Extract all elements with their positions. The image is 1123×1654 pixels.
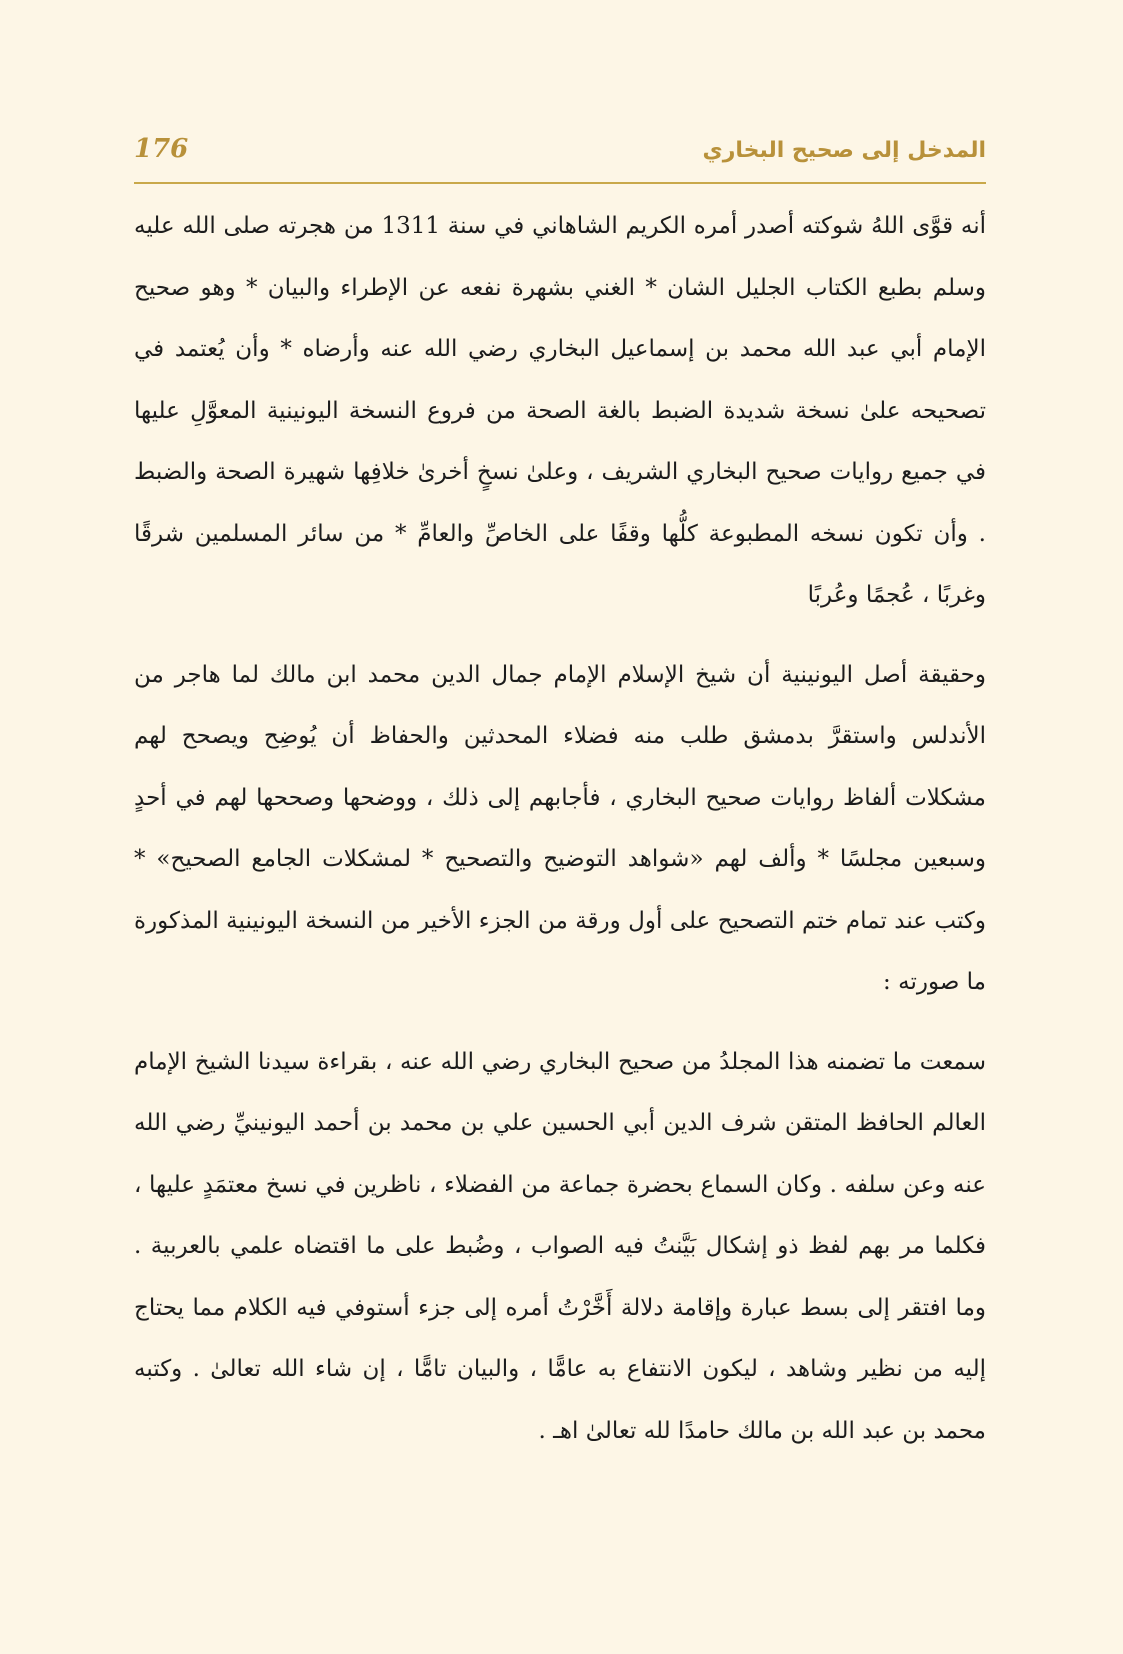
page-number: 176 (134, 134, 189, 164)
running-header (134, 126, 986, 184)
paragraph-3: سمعت ما تضمنه هذا المجلدُ من صحيح البخاري رضي الله عنه ، بقراءة سيدنا الشيخ الإمام العالم الحافظ المتقن شرف الدين أبي الحسين علي بن محمد بن أحمد اليونينيِّ رضي الله عنه وعن سلفه . وكان السماع بحضرة جماعة من الفضلاء ، ناظرين في نسخ معتمَدٍ عليها ، فكلما مر بهم لفظ ذو إشكال بَيَّنتُ فيه الصواب ، وضُبط على ما اقتضاه علمي بالعربية . وما افتقر إلى بسط عبارة وإقامة دلالة أَخَّرْتُ أمره إلى جزء أستوفي فيه الكلام مما يحتاج إليه من نظير وشاهد ، ليكون الانتفاع به عامًّا ، والبيان تامًّا ، إن شاء الله تعالىٰ . وكتبه محمد بن عبد الله بن مالك حامدًا لله تعالىٰ اهـ . (134, 1048, 986, 1444)
paragraph-2: وحقيقة أصل اليونينية أن شيخ الإسلام الإمام جمال الدين محمد ابن مالك لما هاجر من الأندلس واستقرَّ بدمشق طلب منه فضلاء المحدثين والحفاظ أن يُوضِح ويصحح لهم مشكلات ألفاظ روايات صحيح البخاري ، فأجابهم إلى ذلك ، ووضحها وصححها لهم في أحدٍ وسبعين مجلسًا * وألف لهم «شواهد التوضيح والتصحيح * لمشكلات الجامع الصحيح» * وكتب عند تمام ختم التصحيح على أول ورقة من الجزء الأخير من النسخة اليونينية المذكورة ما صورته : (134, 661, 986, 995)
paragraph-1: أنه قوَّى اللهُ شوكته أصدر أمره الكريم الشاهاني في سنة 1311 من هجرته صلى الله عليه وسلم بطبع الكتاب الجليل الشان * الغني بشهرة نفعه عن الإطراء والبيان * وهو صحيح الإمام أبي عبد الله محمد بن إسماعيل البخاري رضي الله عنه وأرضاه * وأن يُعتمد في تصحيحه علىٰ نسخة شديدة الضبط بالغة الصحة من فروع النسخة اليونينية المعوَّلِ عليها في جميع روايات صحيح البخاري الشريف ، وعلىٰ نسخٍ أخرىٰ خلافِها شهيرة الصحة والضبط . وأن تكون نسخه المطبوعة كلُّها وقفًا على الخاصِّ والعامِّ * من سائر المسلمين شرقًا وغربًا ، عُجمًا وعُربًا (134, 213, 986, 608)
header-title: المدخل إلى صحيح البخاري (702, 138, 986, 163)
book-page (134, 126, 986, 1546)
body-text (134, 196, 986, 1462)
